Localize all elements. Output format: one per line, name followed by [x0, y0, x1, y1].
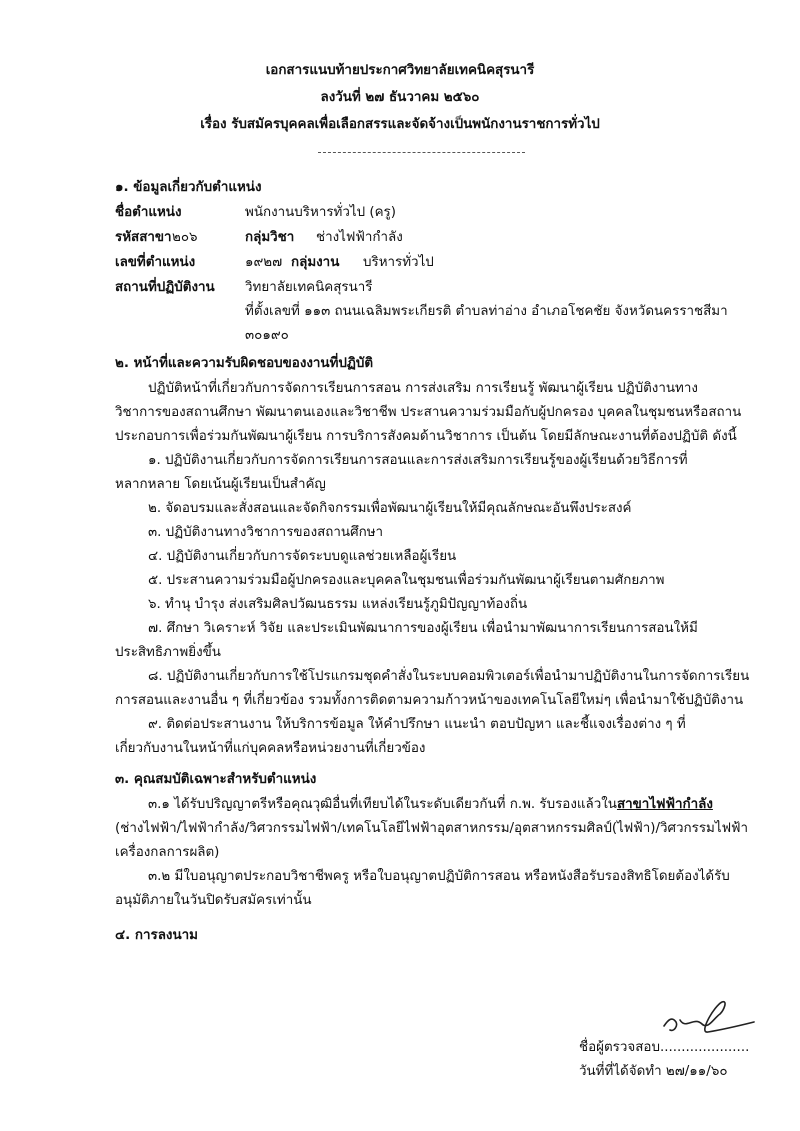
header-title: เอกสารแนบท้ายประกาศวิทยาลัยเทคนิคสุรนารี [265, 63, 535, 78]
header-subject: เรื่อง รับสมัครบุคคลเพื่อเลือกสรรและจัดจ้างเป็นพนักงานราชการทั่วไป [200, 117, 600, 132]
duty-item: ๙. ติดต่อประสานงาน ให้บริการข้อมูล ให้คำปรึกษา แนะนำ ตอบปัญหา และชี้แจงเรื่องต่าง ๆ ที่ [148, 717, 686, 732]
number-label: เลขที่ตำแหน่ง [115, 255, 196, 270]
branch-code: ๒๐๖ [172, 230, 198, 245]
duty-item: ๘. ปฏิบัติงานเกี่ยวกับการใช้โปรแกรมชุดคำสั่งในระบบคอมพิวเตอร์เพื่อนำมาปฏิบัติงานในการจัดการเรียน [148, 669, 750, 684]
duty-item: ๗. ศึกษา วิเคราะห์ วิจัย และประเมินพัฒนาการของผู้เรียน เพื่อนำมาพัฒนาการเรียนการสอนให้มี [148, 621, 698, 636]
qualification-2-line1: ๓.๒ มีใบอนุญาตประกอบวิชาชีพครู หรือใบอนุญาตปฏิบัติการสอน หรือหนังสือรับรองสิทธิโดยต้องได้รับ [148, 869, 730, 884]
duty-item: ๒. จัดอบรมและสั่งสอนและจัดกิจกรรมเพื่อพัฒนาผู้เรียนให้มีคุณลักษณะอันพึงประสงค์ [148, 501, 632, 516]
section1-heading: ๑. ข้อมูลเกี่ยวกับตำแหน่ง [115, 180, 262, 195]
place-line1: วิทยาลัยเทคนิคสุรนารี [245, 280, 373, 295]
duty-item: ๔. ปฏิบัติงานเกี่ยวกับการจัดระบบดูแลช่วยเหลือผู้เรียน [148, 549, 457, 564]
duty-item: การสอนและงานอื่น ๆ ที่เกี่ยวข้อง รวมทั้งการติดตามความก้าวหน้าของเทคโนโลยีใหม่ๆ เพื่อนำมาใช้ปฏิบัติงาน [115, 693, 744, 708]
header-divider [318, 152, 525, 153]
section3-heading: ๓. คุณสมบัติเฉพาะสำหรับตำแหน่ง [115, 772, 317, 787]
group-label: กลุ่มวิชา [245, 230, 295, 245]
qualification-1-text: ๓.๑ ได้รับปริญญาตรีหรือคุณวุฒิอื่นที่เทียบได้ในระดับเดียวกันที่ ก.พ. รับรองแล้วใน [148, 797, 617, 812]
checker-label: ชื่อผู้ตรวจสอบ..................... [579, 1040, 750, 1055]
section2-heading: ๒. หน้าที่และความรับผิดชอบของงานที่ปฏิบัติ [115, 356, 374, 371]
duty-item: ๖. ทำนุ บำรุง ส่งเสริมศิลปวัฒนธรรม แหล่งเรียนรู้ภูมิปัญญาท้องถิ่น [148, 597, 528, 612]
duty-item: หลากหลาย โดยเน้นผู้เรียนเป็นสำคัญ [115, 477, 326, 492]
position-label: ชื่อตำแหน่ง [115, 205, 182, 220]
position-value: พนักงานบริหารทั่วไป (ครู) [245, 205, 396, 220]
duty-item: ประสิทธิภาพยิ่งขึ้น [115, 645, 221, 660]
duty-item: ๕. ประสานความร่วมมือผู้ปกครองและบุคคลในชุมชนเพื่อร่วมกันพัฒนาผู้เรียนตามศักยภาพ [148, 573, 665, 588]
duty-item: ๓. ปฏิบัติงานทางวิชาการของสถานศึกษา [148, 525, 384, 540]
place-line3: ๓๐๑๙๐ [245, 328, 289, 343]
header-date: ลงวันที่ ๒๗ ธันวาคม ๒๕๖๐ [320, 90, 480, 105]
qualification-1-line2: (ช่างไฟฟ้า/ไฟฟ้ากำลัง/วิศวกรรมไฟฟ้า/เทคโนโลยีไฟฟ้าอุตสาหกรรม/อุตสาหกรรมศิลป์(ไฟฟ้า)/วิศวกรรมไฟฟ้า [115, 821, 749, 836]
section2-intro-line: ปฏิบัติหน้าที่เกี่ยวกับการจัดการเรียนการสอน การส่งเสริม การเรียนรู้ พัฒนาผู้เรียน ปฏิบัติงานทาง [148, 381, 698, 396]
section2-intro-line: วิชาการของสถานศึกษา พัฒนาตนเองและวิชาชีพ ประสานความร่วมมือกับผู้ปกครอง บุคคลในชุมชนหรือสถาน [115, 405, 742, 420]
duty-item: เกี่ยวกับงานในหน้าที่แก่บุคคลหรือหน่วยงานที่เกี่ยวข้อง [115, 741, 426, 756]
workgroup-value: บริหารทั่วไป [363, 255, 434, 270]
qualification-1-major: สาขาไฟฟ้ากำลัง [616, 797, 713, 812]
duty-item: ๑. ปฏิบัติงานเกี่ยวกับการจัดการเรียนการสอนและการส่งเสริมการเรียนรู้ของผู้เรียนด้วยวิธีการที่ [148, 453, 688, 468]
branch-label: รหัสสาขา [115, 230, 172, 245]
qualification-1-line3: เครื่องกลการผลิต) [115, 845, 220, 860]
qualification-2-line2: อนุมัติภายในวันปิดรับสมัครเท่านั้น [115, 893, 312, 908]
signature [658, 996, 758, 1042]
prepared-date: วันที่ที่ได้จัดทำ ๒๗/๑๑/๖๐ [579, 1064, 728, 1079]
place-line2: ที่ตั้งเลขที่ ๑๑๓ ถนนเฉลิมพระเกียรติ ตำบลท่าอ่าง อำเภอโชคชัย จังหวัดนครราชสีมา [245, 304, 728, 319]
group-value: ช่างไฟฟ้ากำลัง [316, 230, 403, 245]
workgroup-label: กลุ่มงาน [291, 255, 340, 270]
section4-heading: ๔. การลงนาม [115, 928, 198, 943]
number-value: ๑๙๒๗ [245, 255, 283, 270]
section2-intro-line: ประกอบการเพื่อร่วมกันพัฒนาผู้เรียน การบริการสังคมด้านวิชาการ เป็นต้น โดยมีลักษณะงานที่ต้องปฏิบัติ ดังนี้ [115, 429, 737, 444]
qualification-1-line1 [148, 796, 713, 814]
place-label: สถานที่ปฏิบัติงาน [115, 280, 215, 295]
